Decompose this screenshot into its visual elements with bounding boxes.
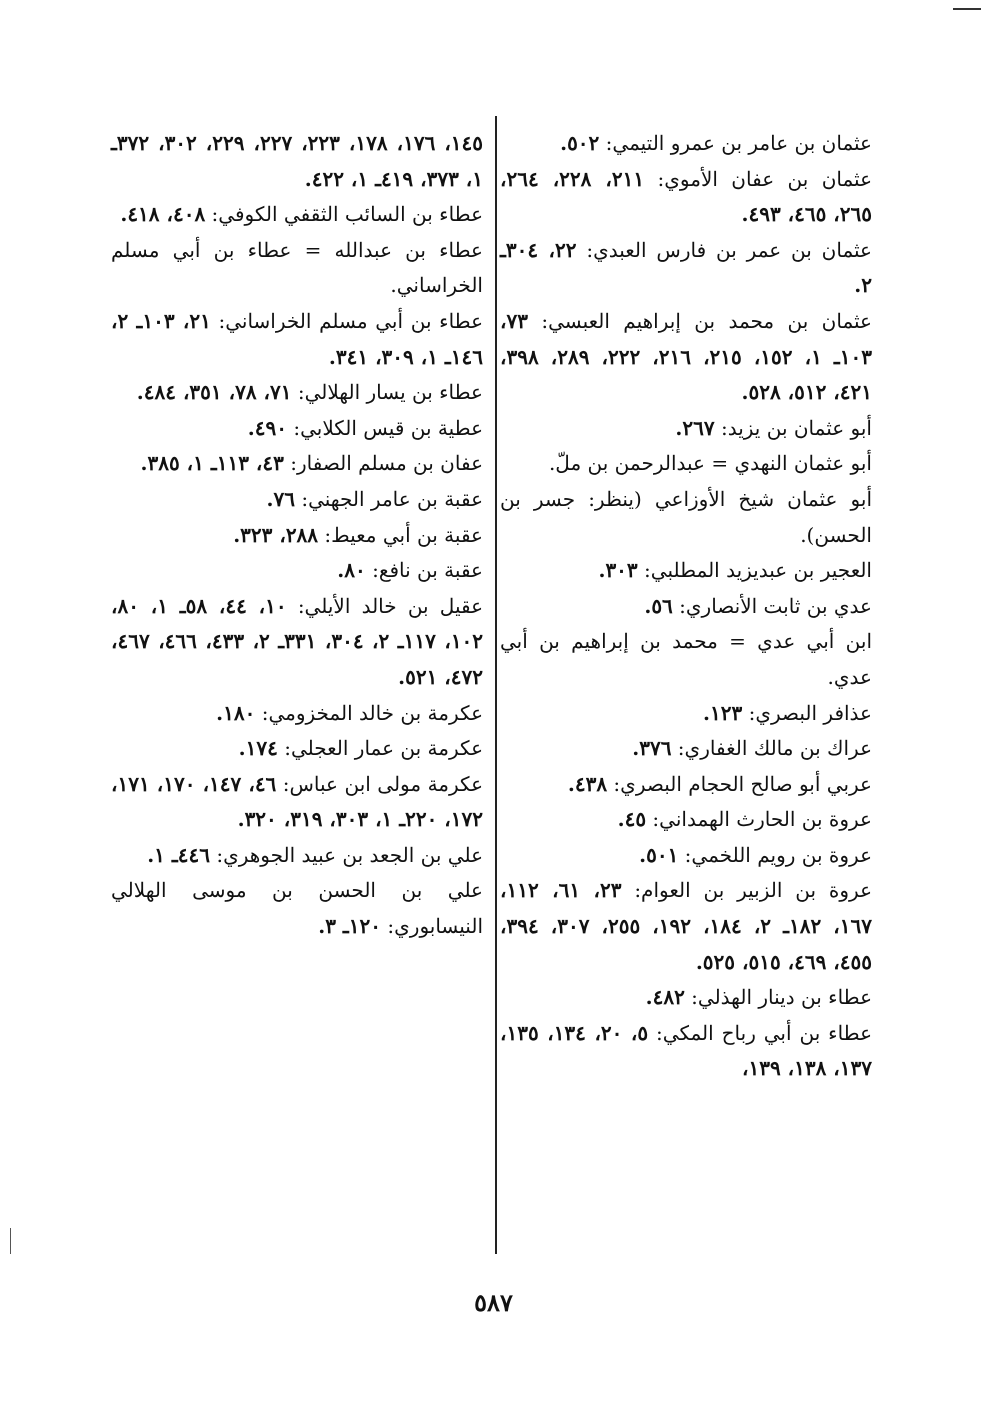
index-entry bbox=[500, 553, 872, 589]
entry-name: عطاء بن أبي رباح المكي: bbox=[648, 1020, 873, 1045]
index-entry bbox=[500, 589, 872, 625]
index-entry bbox=[111, 518, 483, 554]
index-entry bbox=[111, 553, 483, 589]
page-number: ٥٨٧ bbox=[474, 1288, 513, 1317]
entry-name: عطاء بن السائب الثقفي الكوفي: bbox=[205, 202, 483, 227]
entry-name: عذافر البصري: bbox=[742, 700, 872, 725]
entry-pages: ٧٣، ١٠٣ـ ١، ١٥٢، ٢١٥، ٢١٦، ٢٢٢، ٢٨٩، ٣٩٨، ٤٢١، ٥١٢، ٥٢٨. bbox=[500, 308, 872, 405]
entry-pages: ٣٠٣. bbox=[598, 558, 638, 583]
entry-name: عطاء بن أبي مسلم الخراساني: bbox=[210, 308, 484, 333]
entry-name: أبو عثمان شيخ الأوزاعي (ينظر: جسر بن الحسن). bbox=[500, 486, 872, 547]
index-entry bbox=[111, 446, 483, 482]
index-entry bbox=[500, 624, 872, 695]
index-entry bbox=[111, 696, 483, 732]
entry-name: عربي أبو صالح الحجام البصري: bbox=[607, 771, 872, 796]
index-entry bbox=[500, 767, 872, 803]
entry-pages: ٤٤٦ـ ١. bbox=[147, 842, 210, 867]
entry-pages: ٥٠٢. bbox=[560, 131, 600, 155]
entry-name: عثمان بن عامر بن عمرو التيمي: bbox=[599, 131, 872, 155]
entry-pages: ١٢٠ـ ٣. bbox=[318, 914, 382, 939]
entry-pages: ٢١، ١٠٣ـ ٢، ١٤٦ـ ١، ٣٠٩، ٣٤١. bbox=[111, 308, 483, 369]
index-entry bbox=[500, 731, 872, 767]
entry-name: عثمان بن محمد بن إبراهيم العبسي: bbox=[527, 308, 872, 333]
entry-name: عروة بن الحارث الهمداني: bbox=[646, 807, 872, 832]
column-divider bbox=[495, 116, 497, 1254]
entry-name: عثمان بن عفان الأموي: bbox=[644, 166, 873, 191]
entry-name: عراك بن مالك الغفاري: bbox=[671, 736, 872, 761]
top-corner-rule bbox=[953, 8, 981, 10]
index-entry bbox=[111, 304, 483, 375]
index-entry bbox=[500, 838, 872, 874]
index-entry bbox=[111, 197, 483, 233]
entry-name: عطاء بن عبدالله = عطاء بن أبي مسلم الخراساني. bbox=[111, 237, 483, 298]
entry-name: عروة بن الزبير بن العوام: bbox=[621, 878, 873, 903]
index-entry bbox=[500, 482, 872, 553]
entry-name: عطاء بن يسار الهلالي: bbox=[291, 380, 483, 405]
entry-pages: ١٢٣. bbox=[703, 700, 743, 725]
entry-name: عكرمة بن عمار العجلي: bbox=[277, 736, 483, 761]
entry-pages: ٤٣، ١١٣ـ ١، ٣٨٥. bbox=[140, 451, 284, 476]
index-entry bbox=[500, 1016, 872, 1087]
entry-name: ابن أبي عدي = محمد بن إبراهيم بن أبي عدي. bbox=[500, 629, 872, 689]
index-entry bbox=[111, 767, 483, 838]
index-entry bbox=[500, 233, 872, 304]
index-entry bbox=[111, 126, 483, 197]
entry-name: أبو عثمان النهدي = عبدالرحمن بن ملّ. bbox=[548, 451, 872, 476]
entry-name: عقبة بن عامر الجهني: bbox=[294, 486, 483, 511]
index-entry bbox=[500, 304, 872, 411]
entry-name: عطاء بن دينار الهذلي: bbox=[684, 985, 872, 1010]
entry-pages: ٢٢، ٣٠٤ـ ٢. bbox=[500, 237, 872, 298]
entry-pages: ٥، ٢٠، ١٣٤، ١٣٥، ١٣٧، ١٣٨، ١٣٩، bbox=[500, 1020, 872, 1081]
entry-pages: ١٨٠. bbox=[216, 700, 256, 725]
index-column-left bbox=[111, 126, 483, 945]
entry-pages: ٤٠٨، ٤١٨. bbox=[120, 202, 206, 227]
index-entry bbox=[111, 589, 483, 696]
entry-pages: ٤٨٢. bbox=[645, 985, 685, 1010]
entry-pages: ٤٣٨. bbox=[567, 771, 608, 796]
entry-pages: ٤٩٠. bbox=[247, 415, 287, 440]
entry-pages: ١٤٥، ١٧٦، ١٧٨، ٢٢٣، ٢٢٧، ٢٢٩، ٣٠٢، ٣٧٢ـ ١، ٣٧٣، ٤١٩ـ ١، ٤٢٢. bbox=[111, 131, 484, 191]
index-entry bbox=[500, 802, 872, 838]
entry-pages: ٢٣، ٦١، ١١٢، ١٦٧، ١٨٢ـ ٢، ١٨٤، ١٩٢، ٢٥٥، ٣٠٧، ٣٩٤، ٤٥٥، ٤٦٩، ٥١٥، ٥٢٥. bbox=[500, 878, 872, 974]
entry-pages: ٤٥. bbox=[617, 807, 647, 832]
entry-pages: ٢١١، ٢٢٨، ٢٦٤، ٢٦٥، ٤٦٥، ٤٩٣. bbox=[500, 166, 872, 227]
entry-name: العجير بن عبديزيد المطلبي: bbox=[637, 558, 872, 583]
entry-pages: ١٧٤. bbox=[238, 736, 278, 761]
entry-name: عكرمة بن خالد المخزومي: bbox=[255, 700, 483, 725]
index-entry bbox=[111, 482, 483, 518]
entry-pages: ٥٦. bbox=[644, 593, 673, 618]
entry-name: عثمان بن عمر بن فارس العبدي: bbox=[576, 237, 872, 262]
entry-pages: ٢٨٨، ٣٢٣. bbox=[233, 522, 319, 547]
index-entry bbox=[500, 126, 872, 162]
index-entry bbox=[111, 233, 483, 304]
entry-pages: ٨٠. bbox=[337, 558, 366, 583]
index-entry bbox=[500, 162, 872, 233]
index-entry bbox=[500, 873, 872, 980]
entry-name: عدي بن ثابت الأنصاري: bbox=[672, 593, 872, 618]
index-entry bbox=[500, 980, 872, 1016]
entry-name: عقبة بن أبي معيط: bbox=[318, 522, 483, 547]
index-entry bbox=[500, 446, 872, 482]
index-entry bbox=[111, 411, 483, 447]
entry-name: عروة بن رويم اللخمي: bbox=[678, 842, 872, 867]
entry-name: عقبة بن نافع: bbox=[365, 558, 483, 583]
index-entry bbox=[111, 838, 483, 874]
index-entry bbox=[111, 375, 483, 411]
entry-name: عطية بن قيس الكلابي: bbox=[286, 415, 483, 440]
entry-name: أبو عثمان بن يزيد: bbox=[714, 415, 872, 440]
margin-mark bbox=[10, 1228, 11, 1254]
entry-pages: ٧٦. bbox=[266, 486, 295, 511]
index-entry bbox=[500, 696, 872, 732]
entry-name: علي بن الحسن بن موسى الهلالي النيسابوري: bbox=[111, 878, 483, 939]
entry-name: عفان بن مسلم الصفار: bbox=[283, 451, 483, 476]
entry-pages: ٧١، ٧٨، ٣٥١، ٤٨٤. bbox=[136, 380, 292, 405]
entry-pages: ١٠، ٤٤، ٥٨ـ ١، ٨٠، ١٠٢، ١١٧ـ ٢، ٣٠٤، ٣٣١ـ ٢، ٤٣٣، ٤٦٦، ٤٦٧، ٤٧٢، ٥٢١. bbox=[111, 593, 484, 689]
index-entry bbox=[500, 411, 872, 447]
entry-pages: ٥٠١. bbox=[639, 842, 679, 867]
entry-name: عكرمة مولى ابن عباس: bbox=[276, 771, 484, 796]
entry-name: علي بن الجعد بن عبيد الجوهري: bbox=[209, 842, 483, 867]
entry-pages: ٣٧٦. bbox=[632, 736, 672, 761]
entry-pages: ٤٦، ١٤٧، ١٧٠، ١٧١، ١٧٢، ٢٢٠ـ ١، ٣٠٣، ٣١٩، ٣٢٠. bbox=[111, 771, 483, 832]
index-entry bbox=[111, 731, 483, 767]
entry-pages: ٢٦٧. bbox=[675, 415, 715, 440]
entry-name: عقيل بن خالد الأيلي: bbox=[286, 593, 484, 618]
index-entry bbox=[111, 873, 483, 944]
index-column-right bbox=[500, 126, 872, 1087]
